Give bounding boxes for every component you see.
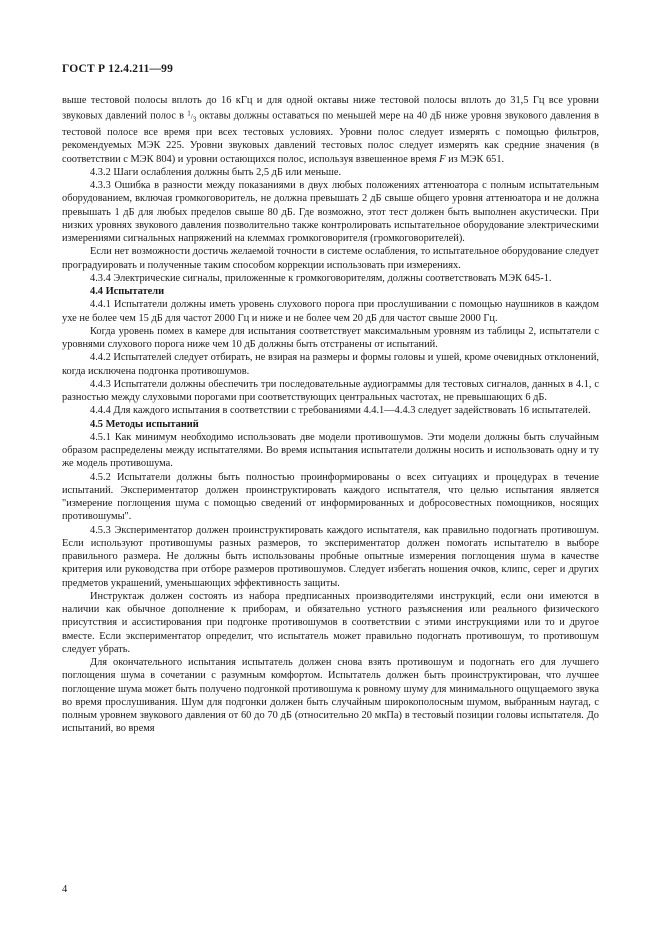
paragraph-4-5-1: 4.5.1 Как минимум необходимо использовать две модели противошумов. Эти модели должны быть случайным образом распределены между испытателями. Во время испытания испытатели должны носить и использовать одну и ту же модель противошума. bbox=[62, 431, 599, 470]
paragraph-4-4-2: 4.4.2 Испытателей следует отбирать, не взирая на размеры и формы головы и ушей, кроме очевидных отклонений, когда исключена подгонка противошумов. bbox=[62, 352, 599, 377]
section-heading-4-5: 4.5 Методы испытаний bbox=[90, 418, 199, 430]
paragraph-continuation: выше тестовой полосы вплоть до 16 кГц и для одной октавы ниже тестовой полосы вплоть до 31,5 Гц все уровни звуковых давлений полос в $^1/_3$ октавы должны оставаться по меньшей мере на 40 дБ ниже уровня звукового давления в тестовой полосе все время при всех тестовых условиях. Уровни полос следует измерять с помощью фильтров, рекомендуемых МЭК 225. Уровни звуковых давлений тестовых полос следует измерять как средние значения (в соответствии с МЭК 804) и уровни остающихся полос, используя взвешенное время F из МЭК 651. bbox=[62, 95, 599, 165]
paragraph-4-4-3: 4.4.3 Испытатели должны обеспечить три последовательные аудиограммы для тестовых сигналов, данных в 4.1, с разностью между слуховыми порогами при соответствующих центральных частотах, не превышающих 6 дБ. bbox=[62, 378, 599, 404]
paragraph-4-3-2: 4.3.2 Шаги ослабления должны быть 2,5 дБ или меньше. bbox=[90, 166, 342, 178]
paragraph-4-5-2: 4.5.2 Испытатели должны быть полностью проинформированы о всех ситуациях и процедурах в течение испытаний. Экспериментатор должен проинструктировать каждого испытателя, что целью испытания является "измерение поглощения шума с помощью сведений от информированных и добросовестных помощников, носящих противошумы". bbox=[62, 471, 599, 523]
paragraph-4-3-3-b: Если нет возможности достичь желаемой точности в системе ослабления, то испытательное оборудование следует проградуировать и полученные таким способом коррекции использовать при измерениях. bbox=[62, 246, 599, 271]
page-number: 4 bbox=[62, 884, 68, 895]
paragraph-4-5-3-b: Инструктаж должен состоять из набора предписанных производителями инструкций, если они имеются в наличии как обычное дополнение к приборам, и обязательно устного разъяснения или реального физического присутствия и ассистирования при подгонке противошумов в соответствии с этими инструкциями или то и другое вместе. Если экспериментатор определит, что испытатель может правильно подогнать противошум, то противошум следует убрать. bbox=[62, 590, 599, 655]
paragraph-4-4-1-b: Когда уровень помех в камере для испытания соответствует максимальным уровням из таблицы 2, испытатели с уровнями слухового порога ниже чем 10 дБ должны быть отстранены от испытаний. bbox=[62, 325, 599, 351]
paragraph-4-5-3: 4.5.3 Экспериментатор должен проинструктировать каждого испытателя, как правильно подогнать противошум. Если используют противошумы разных размеров, то экспериментатор должен помогать испытателю в выборе правильного размера. Не должны быть использованы пробные опытные измерения поглощения шума в качестве критерия или руководства при отборе размеров противошумов. Следует избегать ношения очков, клипс, серег и других предметов украшений, уменьшающих эффективность защиты. bbox=[62, 524, 599, 589]
document-body bbox=[62, 94, 599, 736]
paragraph-4-4-1: 4.4.1 Испытатели должны иметь уровень слухового порога при прослушивании с помощью наушников в каждом ухе не более чем 15 дБ для частот 2000 Гц и ниже и не более чем 20 дБ для частот свыше 2000 Гц. bbox=[62, 299, 599, 324]
paragraph-4-3-4: 4.3.4 Электрические сигналы, приложенные к громкоговорителям, должны соответствовать МЭК 645-1. bbox=[90, 272, 552, 284]
paragraph-4-4-4: 4.4.4 Для каждого испытания в соответствии с требованиями 4.4.1—4.4.3 следует задействовать 16 испытателей. bbox=[90, 405, 591, 417]
paragraph-4-5-3-c: Для окончательного испытания испытатель должен снова взять противошум и подогнать его для лучшего поглощения шума в сочетании с разумным комфортом. Испытатель должен быть проинструктирован, что лучшее поглощение шума может быть получено подгонкой противошума к ровному шуму для минимального ощущаемого звука во время прослушивания. Шум для подгонки должен быть случайным широкополосным шумом, выбранным наугад, с полным уровнем звукового давления от 60 до 70 дБ (относительно 20 мкПа) в тестовый позиции головы испытателя. До испытаний, во время bbox=[62, 657, 599, 735]
section-heading-4-4: 4.4 Испытатели bbox=[90, 286, 165, 298]
fraction-one-third: $^1/_3$ bbox=[187, 109, 197, 123]
document-header: ГОСТ Р 12.4.211—99 bbox=[62, 63, 174, 75]
paragraph-4-3-3: 4.3.3 Ошибка в разности между показаниями в двух любых положениях аттенюатора с полным испытательным оборудованием, включая громкоговоритель, не должна превышать 2 дБ свыше общего уровня аттенюатора и не должна превышать 1 дБ для любых пределов свыше 80 дБ. Где возможно, этот тест должен быть выполнен акустически. При низких уровнях звукового давления позволительно также контролировать испытательное оборудование электрическими измерениями сигнальных напряжений на клеммах громкоговорителя (громкоговорителей). bbox=[62, 180, 599, 245]
